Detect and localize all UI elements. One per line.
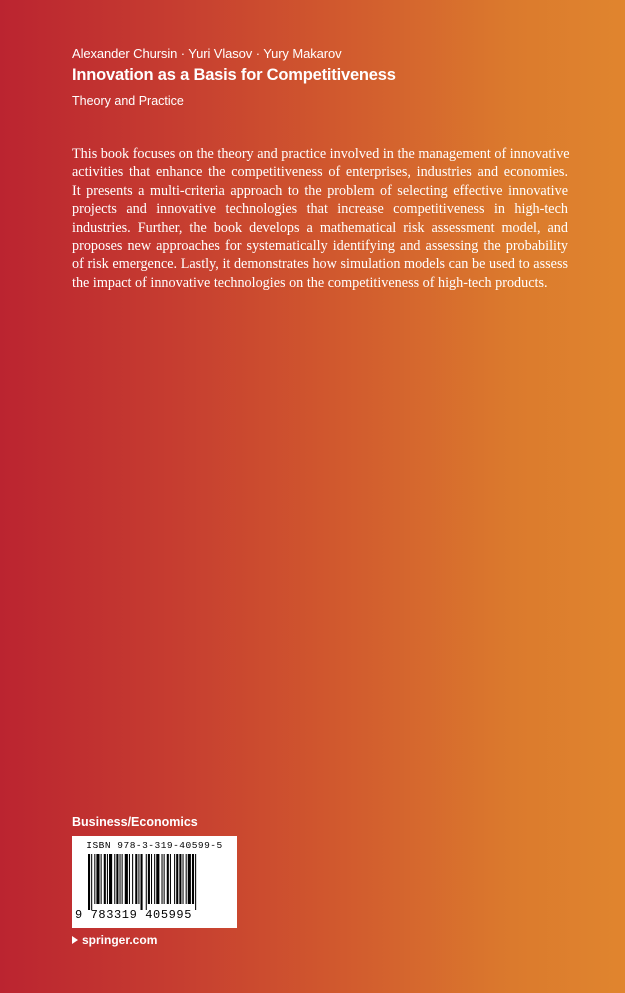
description-line: industries. Further, the book develops a mathematical risk assessment model, and bbox=[72, 219, 568, 236]
description-line: It presents a multi-criteria approach to the problem of selecting effective innovative bbox=[72, 182, 568, 199]
barcode-icon bbox=[76, 854, 233, 910]
isbn-label: ISBN 978-3-319-40599-5 bbox=[86, 840, 223, 851]
book-title: Innovation as a Basis for Competitiveness bbox=[72, 66, 396, 84]
publisher-link[interactable] bbox=[72, 933, 157, 947]
barcode-digits: 9 783319 405995 bbox=[75, 908, 193, 922]
description-line: of risk emergence. Lastly, it demonstrates how simulation models can be used to assess bbox=[72, 256, 568, 273]
publisher-link-text: springer.com bbox=[82, 933, 158, 947]
description-line: activities that enhance the competitiveness of enterprises, industries and economies. bbox=[72, 164, 568, 181]
authors: Alexander Chursin · Yuri Vlasov · Yury Makarov bbox=[72, 46, 342, 61]
description-line: proposes new approaches for systematically identifying and assessing the probability bbox=[72, 238, 568, 255]
isbn-barcode bbox=[72, 836, 237, 928]
arrow-right-icon bbox=[72, 936, 78, 944]
book-subtitle: Theory and Practice bbox=[72, 94, 184, 108]
category-label: Business/Economics bbox=[72, 815, 198, 829]
description-line: This book focuses on the theory and practice involved in the management of innovative bbox=[72, 146, 570, 162]
description-line: the impact of innovative technologies on the competitiveness of high-tech products. bbox=[72, 274, 548, 291]
book-description bbox=[72, 145, 568, 292]
description-line: projects and innovative technologies that increase competitiveness in high-tech bbox=[72, 201, 568, 218]
